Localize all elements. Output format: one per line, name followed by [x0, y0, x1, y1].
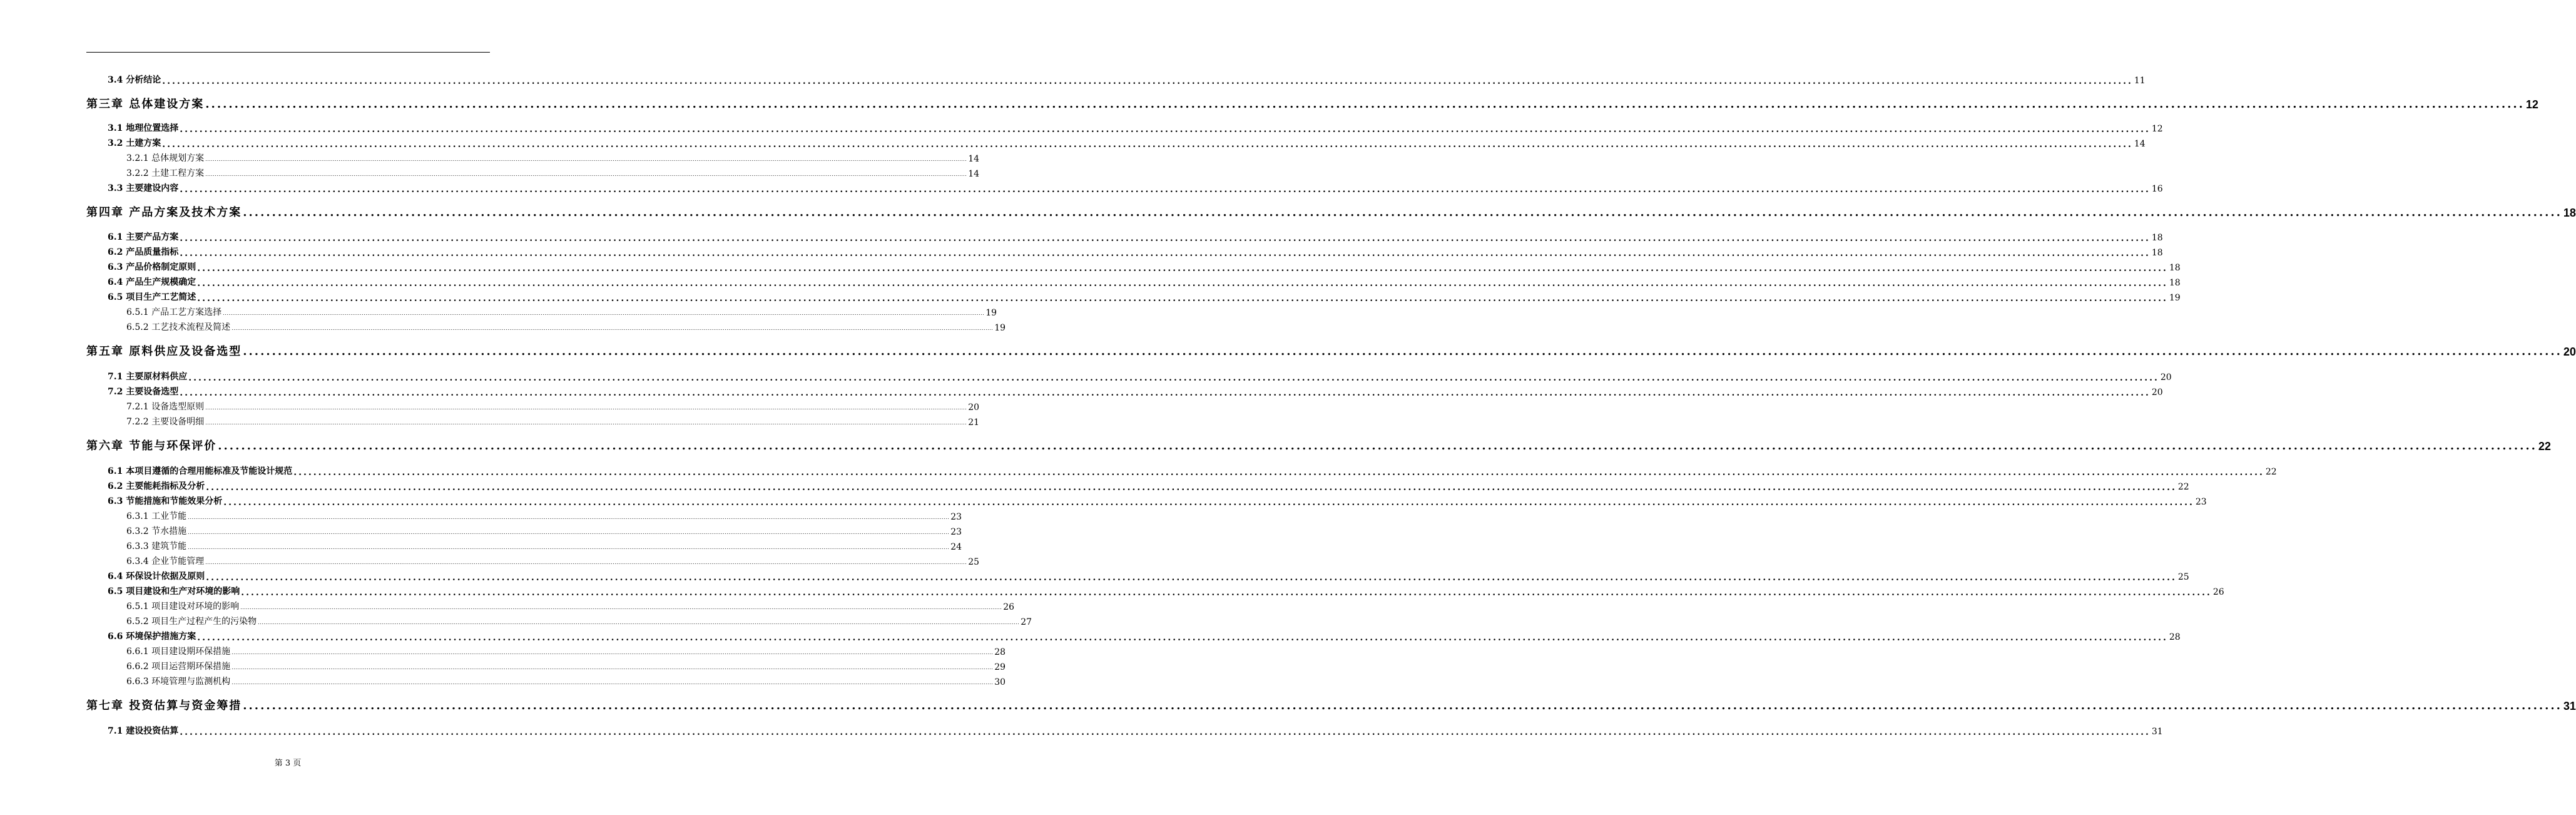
toc-chapter-entry[interactable] — [86, 94, 2538, 111]
toc-dot-leader: ................................................................................................................................................................................................................................................................................................................................................................................................................ — [223, 310, 985, 316]
toc-dot-leader: ................................................................................................................................................................................................................................................................................................................................................................................................................ — [240, 605, 1002, 610]
toc-entry-title: 6.3.2 节水措施 — [126, 526, 187, 536]
toc-entry-page: 27 — [1021, 617, 1032, 627]
toc-entry-page: 14 — [2134, 139, 2146, 149]
toc-entry-title: 7.2.2 主要设备明细 — [126, 417, 205, 427]
toc-entry-title: 7.2.1 设备选型原则 — [126, 402, 205, 412]
toc-section-entry[interactable] — [86, 382, 2163, 398]
toc-entry-title: 6.3.4 企业节能管理 — [126, 556, 205, 566]
toc-dot-leader: ................................................................................................................................................................................................................................................................................................................................................................................................................ — [162, 76, 2133, 86]
toc-dot-leader: ................................................................................................................................................................................................................................................................................................................................................................................................................ — [232, 325, 994, 331]
toc-entry-title: 第六章 节能与环保评价 — [86, 439, 217, 453]
toc-entry-title: 6.5.1 产品工艺方案选择 — [126, 307, 222, 317]
toc-section-entry[interactable] — [86, 462, 2277, 478]
toc-subsection-entry[interactable] — [86, 522, 962, 537]
toc-entry-title: 6.6.1 项目建设期环保措施 — [126, 647, 231, 657]
toc-entry-title: 第四章 产品方案及技术方案 — [86, 206, 242, 219]
toc-entry-title: 6.1 本项目遵循的合理用能标准及节能设计规范 — [108, 466, 293, 476]
toc-entry-title: 6.1 主要产品方案 — [108, 232, 179, 242]
toc-entry-page: 22 — [2265, 467, 2277, 477]
toc-entry-page: 16 — [2151, 184, 2163, 194]
toc-entry-page: 24 — [950, 542, 962, 552]
toc-entry-page: 29 — [994, 662, 1006, 672]
toc-dot-leader: ................................................................................................................................................................................................................................................................................................................................................................................................................ — [180, 249, 2151, 259]
toc-section-entry[interactable] — [86, 134, 2146, 150]
toc-dot-leader: ................................................................................................................................................................................................................................................................................................................................................................................................................ — [180, 233, 2151, 243]
toc-subsection-entry[interactable] — [86, 672, 1006, 687]
toc-entry-title: 6.5.1 项目建设对环境的影响 — [126, 602, 240, 612]
toc-subsection-entry[interactable] — [86, 149, 980, 164]
toc-entry-page: 28 — [994, 647, 1006, 657]
toc-dot-leader: ................................................................................................................................................................................................................................................................................................................................................................................................................ — [205, 156, 967, 162]
toc-dot-leader: ................................................................................................................................................................................................................................................................................................................................................................................................................ — [232, 665, 994, 670]
toc-entry-title: 6.5 项目生产工艺简述 — [108, 292, 196, 302]
toc-section-entry[interactable] — [86, 71, 2146, 86]
toc-dot-leader: ................................................................................................................................................................................................................................................................................................................................................................................................................ — [205, 172, 967, 177]
toc-entry-title: 6.6.2 项目运营期环保措施 — [126, 662, 231, 672]
toc-dot-leader: ................................................................................................................................................................................................................................................................................................................................................................................................................ — [293, 468, 2264, 478]
toc-dot-leader: ................................................................................................................................................................................................................................................................................................................................................................................................................ — [188, 530, 950, 535]
toc-dot-leader: ................................................................................................................................................................................................................................................................................................................................................................................................................ — [232, 650, 994, 655]
toc-entry-title: 3.3 主要建设内容 — [108, 183, 179, 193]
toc-section-entry[interactable] — [86, 627, 2181, 643]
toc-section-entry[interactable] — [86, 179, 2163, 195]
toc-chapter-entry[interactable] — [86, 436, 2551, 453]
toc-entry-title: 第七章 投资估算与资金筹措 — [86, 699, 242, 712]
toc-entry-page: 22 — [2177, 482, 2189, 492]
toc-dot-leader: ................................................................................................................................................................................................................................................................................................................................................................................................................ — [197, 633, 2168, 643]
toc-dot-leader: ................................................................................................................................................................................................................................................................................................................................................................................................................ — [162, 140, 2133, 150]
toc-subsection-entry[interactable] — [86, 537, 962, 552]
toc-subsection-entry[interactable] — [86, 642, 1006, 657]
toc-entry-title: 6.6 环境保护措施方案 — [108, 632, 196, 642]
toc-entry-title: 3.2.1 总体规划方案 — [126, 153, 205, 163]
toc-section-entry[interactable] — [86, 582, 2224, 598]
toc-dot-leader: ................................................................................................................................................................................................................................................................................................................................................................................................................ — [188, 545, 950, 550]
toc-entry-title: 第五章 原料供应及设备选型 — [86, 345, 242, 358]
toc-entry-title: 3.2.2 土建工程方案 — [126, 168, 205, 178]
toc-section-entry[interactable] — [86, 258, 2181, 274]
toc-entry-title: 6.2 主要能耗指标及分析 — [108, 481, 205, 491]
toc-entry-title: 6.3 产品价格制定原则 — [108, 262, 196, 272]
toc-entry-title: 6.4 产品生产规模确定 — [108, 277, 196, 287]
toc-dot-leader: ................................................................................................................................................................................................................................................................................................................................................................................................................ — [205, 560, 967, 565]
toc-entry-page: 18 — [2563, 207, 2576, 219]
toc-chapter-entry[interactable] — [86, 202, 2576, 220]
toc-entry-title: 6.5.2 项目生产过程产生的污染物 — [126, 617, 257, 627]
toc-section-entry[interactable] — [86, 273, 2181, 289]
toc-entry-title: 7.1 建设投资估算 — [108, 726, 179, 736]
toc-section-entry[interactable] — [86, 477, 2189, 493]
toc-section-entry[interactable] — [86, 288, 2181, 304]
toc-entry-page: 31 — [2151, 727, 2163, 737]
toc-entry-title: 7.1 主要原材料供应 — [108, 372, 188, 382]
toc-section-entry[interactable] — [86, 228, 2163, 243]
toc-entry-title: 3.2 土建方案 — [108, 138, 161, 148]
toc-entry-title: 7.2 主要设备选型 — [108, 387, 179, 397]
toc-entry-title: 6.5 项目建设和生产对环境的影响 — [108, 587, 240, 597]
toc-section-entry[interactable] — [86, 243, 2163, 259]
toc-entry-page: 18 — [2151, 248, 2163, 258]
toc-dot-leader: ................................................................................................................................................................................................................................................................................................................................................................................................................ — [180, 125, 2151, 135]
toc-subsection-entry[interactable] — [86, 597, 1015, 612]
toc-dot-leader: ................................................................................................................................................................................................................................................................................................................................................................................................................ — [232, 680, 994, 685]
toc-entry-page: 25 — [968, 557, 980, 567]
toc-section-entry[interactable] — [86, 722, 2163, 737]
toc-dot-leader: ................................................................................................................................................................................................................................................................................................................................................................................................................ — [197, 264, 2168, 274]
toc-entry-page: 23 — [950, 527, 962, 537]
toc-entry-page: 20 — [2151, 387, 2163, 397]
toc-entry-page: 20 — [2160, 372, 2172, 382]
toc-entry-page: 28 — [2169, 632, 2181, 642]
toc-entry-page: 20 — [2563, 346, 2576, 358]
toc-entry-page: 23 — [950, 512, 962, 522]
toc-dot-leader: ................................................................................................................................................................................................................................................................................................................................................................................................................ — [205, 98, 2525, 111]
header-rule — [86, 52, 490, 53]
toc-dot-leader: ................................................................................................................................................................................................................................................................................................................................................................................................................ — [243, 206, 2562, 219]
toc-entry-page: 19 — [985, 308, 997, 318]
toc-entry-page: 18 — [2169, 278, 2181, 288]
toc-chapter-entry[interactable] — [86, 695, 2576, 713]
toc-dot-leader: ................................................................................................................................................................................................................................................................................................................................................................................................................ — [180, 388, 2151, 398]
toc-subsection-entry[interactable] — [86, 397, 980, 413]
toc-dot-leader: ................................................................................................................................................................................................................................................................................................................................................................................................................ — [218, 439, 2537, 453]
toc-entry-page: 26 — [1003, 602, 1015, 612]
toc-dot-leader: ................................................................................................................................................................................................................................................................................................................................................................................................................ — [188, 373, 2159, 383]
toc-dot-leader: ................................................................................................................................................................................................................................................................................................................................................................................................................ — [223, 498, 2194, 508]
toc-entry-title: 6.5.2 工艺技术流程及简述 — [126, 322, 231, 332]
toc-entry-page: 11 — [2134, 76, 2146, 86]
toc-dot-leader: ................................................................................................................................................................................................................................................................................................................................................................................................................ — [241, 588, 2212, 598]
toc-entry-title: 3.1 地理位置选择 — [108, 123, 179, 133]
toc-entry-page: 14 — [968, 169, 980, 179]
page-number: 第 3 页 — [274, 759, 302, 768]
toc-subsection-entry[interactable] — [86, 303, 997, 318]
toc-dot-leader: ................................................................................................................................................................................................................................................................................................................................................................................................................ — [180, 185, 2151, 195]
toc-entry-page: 26 — [2212, 587, 2224, 597]
toc-dot-leader: ................................................................................................................................................................................................................................................................................................................................................................................................................ — [258, 620, 1020, 625]
toc-subsection-entry[interactable] — [86, 318, 1006, 333]
toc-dot-leader: ................................................................................................................................................................................................................................................................................................................................................................................................................ — [180, 727, 2151, 737]
toc-section-entry[interactable] — [86, 119, 2163, 135]
toc-entry-page: 22 — [2538, 440, 2551, 453]
toc-entry-page: 18 — [2169, 263, 2181, 273]
toc-entry-title: 第三章 总体建设方案 — [86, 98, 205, 111]
toc-subsection-entry[interactable] — [86, 413, 980, 428]
toc-entry-title: 6.4 环保设计依据及原则 — [108, 572, 205, 582]
toc-subsection-entry[interactable] — [86, 552, 980, 567]
toc-section-entry[interactable] — [86, 492, 2207, 508]
toc-section-entry[interactable] — [86, 367, 2172, 383]
toc-dot-leader: ................................................................................................................................................................................................................................................................................................................................................................................................................ — [206, 573, 2177, 583]
toc-entry-title: 6.3.1 工业节能 — [126, 511, 187, 521]
toc-entry-page: 21 — [968, 418, 980, 428]
toc-dot-leader: ................................................................................................................................................................................................................................................................................................................................................................................................................ — [188, 515, 950, 520]
toc-entry-title: 6.3 节能措施和节能效果分析 — [108, 496, 223, 506]
toc-dot-leader: ................................................................................................................................................................................................................................................................................................................................................................................................................ — [197, 279, 2168, 289]
toc-entry-page: 14 — [968, 154, 980, 164]
toc-subsection-entry[interactable] — [86, 612, 1032, 627]
toc-entry-title: 6.3.3 建筑节能 — [126, 541, 187, 551]
toc-entry-page: 30 — [994, 677, 1006, 687]
toc-entry-page: 31 — [2563, 700, 2576, 712]
toc-entry-page: 19 — [994, 323, 1006, 333]
toc-entry-page: 12 — [2151, 124, 2163, 134]
toc-entry-page: 12 — [2525, 98, 2538, 111]
toc-dot-leader: ................................................................................................................................................................................................................................................................................................................................................................................................................ — [206, 483, 2177, 493]
toc-chapter-entry[interactable] — [86, 341, 2576, 359]
toc-entry-page: 23 — [2195, 497, 2207, 507]
toc-dot-leader: ................................................................................................................................................................................................................................................................................................................................................................................................................ — [205, 420, 967, 426]
toc-entry-title: 6.6.3 环境管理与监测机构 — [126, 677, 231, 687]
toc-dot-leader: ................................................................................................................................................................................................................................................................................................................................................................................................................ — [205, 405, 967, 411]
toc-entry-title: 6.2 产品质量指标 — [108, 247, 179, 257]
toc-subsection-entry[interactable] — [86, 657, 1006, 672]
toc-entry-page: 20 — [968, 402, 980, 413]
toc-dot-leader: ................................................................................................................................................................................................................................................................................................................................................................................................................ — [197, 294, 2168, 304]
toc-dot-leader: ................................................................................................................................................................................................................................................................................................................................................................................................................ — [243, 345, 2562, 358]
toc-subsection-entry[interactable] — [86, 507, 962, 522]
toc-subsection-entry[interactable] — [86, 164, 980, 179]
toc-entry-page: 19 — [2169, 293, 2181, 303]
toc-dot-leader: ................................................................................................................................................................................................................................................................................................................................................................................................................ — [243, 699, 2562, 712]
toc-section-entry[interactable] — [86, 567, 2189, 583]
toc-entry-title: 3.4 分析结论 — [108, 75, 161, 85]
toc-entry-page: 25 — [2177, 572, 2189, 582]
toc-entry-page: 18 — [2151, 233, 2163, 243]
